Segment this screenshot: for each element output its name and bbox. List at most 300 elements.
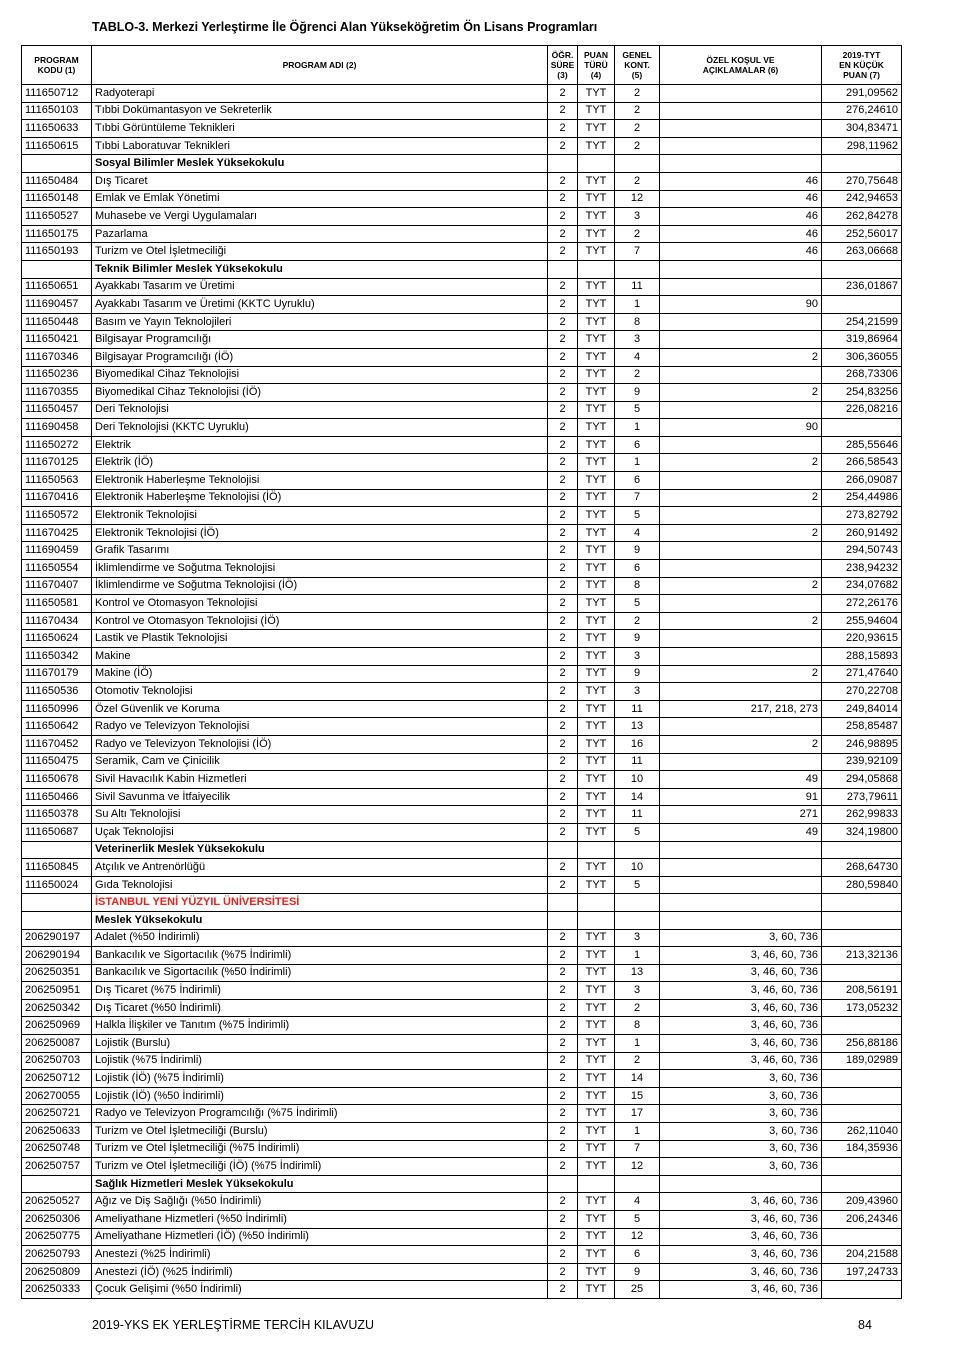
duration-cell: 2 [548,225,578,243]
special-conditions-cell [660,472,822,490]
duration-cell: 2 [548,648,578,666]
score-type-cell: TYT [578,1052,615,1070]
special-conditions-cell: 3, 60, 736 [660,1123,822,1141]
min-score-cell: 268,64730 [822,859,902,877]
score-type-cell: TYT [578,999,615,1017]
table-row [22,401,902,419]
special-conditions-cell [660,595,822,613]
duration-cell: 2 [548,172,578,190]
score-type-cell: TYT [578,595,615,613]
duration-cell: 2 [548,788,578,806]
table-row [22,436,902,454]
score-type-cell: TYT [578,630,615,648]
quota-cell: 4 [615,1193,660,1211]
min-score-cell: 254,21599 [822,313,902,331]
min-score-cell: 291,09562 [822,85,902,103]
special-conditions-cell: 3, 46, 60, 736 [660,1193,822,1211]
program-code-cell: 111670179 [22,665,92,683]
special-conditions-cell: 49 [660,771,822,789]
quota-cell: 2 [615,1052,660,1070]
quota-cell: 8 [615,1017,660,1035]
score-type-cell: TYT [578,401,615,419]
table-row [22,823,902,841]
program-name-cell: Pazarlama [92,225,548,243]
special-conditions-cell: 3, 46, 60, 736 [660,999,822,1017]
table-row [22,542,902,560]
duration-cell: 2 [548,665,578,683]
table-row [22,208,902,226]
program-code-cell: 206250527 [22,1193,92,1211]
quota-cell: 12 [615,1158,660,1176]
min-score-cell: 294,05868 [822,771,902,789]
duration-cell [548,841,578,859]
table-row [22,771,902,789]
min-score-cell: 254,83256 [822,384,902,402]
special-conditions-cell: 3, 46, 60, 736 [660,1228,822,1246]
quota-cell [615,1175,660,1193]
duration-cell: 2 [548,102,578,120]
duration-cell: 2 [548,1052,578,1070]
table-row [22,1193,902,1211]
program-code-cell: 111650624 [22,630,92,648]
program-name-cell: Basım ve Yayın Teknolojileri [92,313,548,331]
min-score-cell [822,964,902,982]
program-name-cell: Su Altı Teknolojisi [92,806,548,824]
program-name-cell: Deri Teknolojisi (KKTC Uyruklu) [92,419,548,437]
program-code-cell: 206290197 [22,929,92,947]
score-type-cell: TYT [578,542,615,560]
program-name-cell: Bankacılık ve Sigortacılık (%75 İndirimli) [92,947,548,965]
table-row [22,648,902,666]
min-score-cell: 304,83471 [822,120,902,138]
duration-cell: 2 [548,771,578,789]
special-conditions-cell: 3, 46, 60, 736 [660,964,822,982]
program-name-cell: Atçılık ve Antrenörlüğü [92,859,548,877]
special-conditions-cell: 3, 60, 736 [660,1158,822,1176]
min-score-cell: 254,44986 [822,489,902,507]
program-name-cell: Radyo ve Televizyon Teknolojisi (İÖ) [92,735,548,753]
score-type-cell: TYT [578,243,615,261]
special-conditions-cell: 3, 46, 60, 736 [660,1017,822,1035]
program-code-cell [22,155,92,173]
quota-cell: 1 [615,1035,660,1053]
program-code-cell [22,1175,92,1193]
program-name-cell: Makine [92,648,548,666]
quota-cell: 12 [615,190,660,208]
program-code-cell: 111650193 [22,243,92,261]
table-row [22,1246,902,1264]
program-name-cell: Bilgisayar Programcılığı (İÖ) [92,348,548,366]
duration-cell: 2 [548,612,578,630]
program-code-cell: 206250951 [22,982,92,1000]
program-name-cell: Lojistik (%75 İndirimli) [92,1052,548,1070]
program-code-cell: 206250969 [22,1017,92,1035]
min-score-cell: 273,79611 [822,788,902,806]
program-name-cell: Sivil Savunma ve İtfaiyecilik [92,788,548,806]
duration-cell: 2 [548,208,578,226]
program-code-cell: 111650572 [22,507,92,525]
quota-cell: 3 [615,648,660,666]
footer-guide-name: 2019-YKS EK YERLEŞTİRME TERCİH KILAVUZU [92,1318,375,1332]
score-type-cell: TYT [578,753,615,771]
min-score-cell [822,1087,902,1105]
min-score-cell: 260,91492 [822,524,902,542]
program-code-cell: 206250809 [22,1263,92,1281]
table-header-row [22,46,902,85]
min-score-cell: 272,26176 [822,595,902,613]
quota-cell: 9 [615,542,660,560]
program-code-cell: 206250306 [22,1211,92,1229]
score-type-cell: TYT [578,489,615,507]
special-conditions-cell: 2 [660,735,822,753]
score-type-cell: TYT [578,1246,615,1264]
quota-cell: 7 [615,243,660,261]
quota-cell: 12 [615,1228,660,1246]
min-score-cell [822,841,902,859]
special-conditions-cell [660,1175,822,1193]
special-conditions-cell: 3, 46, 60, 736 [660,1211,822,1229]
program-name-cell: Adalet (%50 İndirimli) [92,929,548,947]
program-name-cell: Elektronik Haberleşme Teknolojisi (İÖ) [92,489,548,507]
duration-cell: 2 [548,806,578,824]
min-score-cell: 266,58543 [822,454,902,472]
section-heading-row [22,155,902,173]
table-row [22,1035,902,1053]
min-score-cell: 285,55646 [822,436,902,454]
quota-cell: 14 [615,1070,660,1088]
score-type-cell: TYT [578,1281,615,1299]
min-score-cell [822,1158,902,1176]
duration-cell: 2 [548,683,578,701]
program-code-cell: 111650484 [22,172,92,190]
min-score-cell: 262,99833 [822,806,902,824]
program-code-cell: 111650378 [22,806,92,824]
quota-cell: 8 [615,313,660,331]
table-row [22,489,902,507]
score-type-cell: TYT [578,612,615,630]
header-program-code: PROGRAM KODU (1) [22,46,92,85]
program-name-cell: Ağız ve Diş Sağlığı (%50 İndirimli) [92,1193,548,1211]
min-score-cell: 209,43960 [822,1193,902,1211]
table-row [22,683,902,701]
special-conditions-cell: 3, 60, 736 [660,1140,822,1158]
score-type-cell: TYT [578,1087,615,1105]
min-score-cell: 236,01867 [822,278,902,296]
quota-cell: 2 [615,120,660,138]
table-row [22,1052,902,1070]
program-name-cell: Teknik Bilimler Meslek Yüksekokulu [92,260,548,278]
special-conditions-cell [660,313,822,331]
program-code-cell: 111650272 [22,436,92,454]
quota-cell: 16 [615,735,660,753]
special-conditions-cell [660,102,822,120]
program-name-cell: Dış Ticaret [92,172,548,190]
min-score-cell [822,894,902,912]
quota-cell: 6 [615,436,660,454]
score-type-cell: TYT [578,1193,615,1211]
quota-cell: 6 [615,472,660,490]
min-score-cell: 324,19800 [822,823,902,841]
score-type-cell: TYT [578,384,615,402]
program-name-cell: Turizm ve Otel İşletmeciliği (İÖ) (%75 İndirimli) [92,1158,548,1176]
min-score-cell [822,419,902,437]
min-score-cell: 288,15893 [822,648,902,666]
special-conditions-cell: 91 [660,788,822,806]
duration-cell: 2 [548,630,578,648]
duration-cell: 2 [548,243,578,261]
min-score-cell [822,260,902,278]
special-conditions-cell: 217, 218, 273 [660,700,822,718]
min-score-cell: 213,32136 [822,947,902,965]
special-conditions-cell [660,718,822,736]
program-code-cell: 111650563 [22,472,92,490]
quota-cell: 5 [615,595,660,613]
special-conditions-cell [660,436,822,454]
min-score-cell: 249,84014 [822,700,902,718]
program-code-cell: 111690459 [22,542,92,560]
special-conditions-cell: 46 [660,172,822,190]
min-score-cell [822,1105,902,1123]
program-code-cell: 206250712 [22,1070,92,1088]
special-conditions-cell [660,155,822,173]
quota-cell: 11 [615,278,660,296]
score-type-cell: TYT [578,1017,615,1035]
score-type-cell: TYT [578,700,615,718]
quota-cell: 1 [615,454,660,472]
table-row [22,595,902,613]
duration-cell: 2 [548,823,578,841]
table-row [22,454,902,472]
special-conditions-cell [660,137,822,155]
special-conditions-cell [660,120,822,138]
program-code-cell: 111650175 [22,225,92,243]
table-row [22,1158,902,1176]
special-conditions-cell [660,366,822,384]
program-code-cell: 111670407 [22,577,92,595]
min-score-cell [822,1175,902,1193]
program-name-cell: Lojistik (İÖ) (%75 İndirimli) [92,1070,548,1088]
score-type-cell: TYT [578,1123,615,1141]
duration-cell: 2 [548,419,578,437]
quota-cell: 2 [615,225,660,243]
quota-cell: 3 [615,982,660,1000]
program-name-cell: Kontrol ve Otomasyon Teknolojisi (İÖ) [92,612,548,630]
min-score-cell: 189,02989 [822,1052,902,1070]
program-name-cell: Radyoterapi [92,85,548,103]
special-conditions-cell: 2 [660,384,822,402]
program-code-cell: 111650996 [22,700,92,718]
duration-cell [548,894,578,912]
table-row [22,876,902,894]
program-code-cell: 206250342 [22,999,92,1017]
score-type-cell: TYT [578,806,615,824]
table-row [22,947,902,965]
program-code-cell: 111690457 [22,296,92,314]
table-row [22,700,902,718]
program-code-cell: 206250351 [22,964,92,982]
score-type-cell [578,894,615,912]
program-name-cell: Biyomedikal Cihaz Teknolojisi (İÖ) [92,384,548,402]
program-code-cell: 111650536 [22,683,92,701]
special-conditions-cell: 3, 60, 736 [660,929,822,947]
min-score-cell: 239,92109 [822,753,902,771]
program-name-cell: Halkla İlişkiler ve Tanıtım (%75 İndirimli) [92,1017,548,1035]
min-score-cell: 306,36055 [822,348,902,366]
duration-cell [548,911,578,929]
min-score-cell: 262,84278 [822,208,902,226]
score-type-cell: TYT [578,1140,615,1158]
program-code-cell: 206250703 [22,1052,92,1070]
min-score-cell: 246,98895 [822,735,902,753]
min-score-cell [822,929,902,947]
program-code-cell [22,841,92,859]
program-code-cell: 111650678 [22,771,92,789]
duration-cell: 2 [548,560,578,578]
program-code-cell: 111650466 [22,788,92,806]
program-name-cell: Elektrik (İÖ) [92,454,548,472]
duration-cell: 2 [548,1105,578,1123]
program-code-cell: 111650342 [22,648,92,666]
table-row [22,718,902,736]
program-code-cell: 111670125 [22,454,92,472]
duration-cell: 2 [548,542,578,560]
program-code-cell: 111650448 [22,313,92,331]
section-heading-row [22,911,902,929]
min-score-cell: 226,08216 [822,401,902,419]
score-type-cell: TYT [578,1158,615,1176]
score-type-cell: TYT [578,190,615,208]
special-conditions-cell [660,542,822,560]
quota-cell: 9 [615,384,660,402]
quota-cell: 9 [615,630,660,648]
quota-cell: 2 [615,612,660,630]
table-row [22,85,902,103]
min-score-cell: 270,22708 [822,683,902,701]
duration-cell: 2 [548,964,578,982]
special-conditions-cell: 2 [660,489,822,507]
program-code-cell: 111650103 [22,102,92,120]
duration-cell: 2 [548,1246,578,1264]
duration-cell: 2 [548,120,578,138]
min-score-cell: 208,56191 [822,982,902,1000]
program-code-cell: 206250775 [22,1228,92,1246]
header-min-score: 2019-TYT EN KÜÇÜK PUAN (7) [822,46,902,85]
duration-cell: 2 [548,85,578,103]
quota-cell: 2 [615,366,660,384]
duration-cell: 2 [548,137,578,155]
program-name-cell: Bankacılık ve Sigortacılık (%50 İndirimli) [92,964,548,982]
table-row [22,313,902,331]
quota-cell: 4 [615,524,660,542]
table-row [22,1123,902,1141]
special-conditions-cell: 3, 60, 736 [660,1087,822,1105]
special-conditions-cell [660,911,822,929]
score-type-cell: TYT [578,859,615,877]
duration-cell: 2 [548,1281,578,1299]
quota-cell: 4 [615,348,660,366]
table-row [22,190,902,208]
program-name-cell: Veterinerlik Meslek Yüksekokulu [92,841,548,859]
duration-cell: 2 [548,1193,578,1211]
special-conditions-cell [660,683,822,701]
quota-cell: 7 [615,489,660,507]
duration-cell: 2 [548,384,578,402]
duration-cell: 2 [548,1087,578,1105]
table-row [22,243,902,261]
table-row [22,172,902,190]
score-type-cell: TYT [578,507,615,525]
min-score-cell: 197,24733 [822,1263,902,1281]
program-code-cell: 206250633 [22,1123,92,1141]
min-score-cell: 242,94653 [822,190,902,208]
program-code-cell: 111650581 [22,595,92,613]
table-row [22,137,902,155]
program-code-cell: 111650475 [22,753,92,771]
quota-cell: 2 [615,102,660,120]
special-conditions-cell [660,507,822,525]
score-type-cell: TYT [578,1211,615,1229]
duration-cell [548,155,578,173]
program-name-cell: Emlak ve Emlak Yönetimi [92,190,548,208]
special-conditions-cell [660,859,822,877]
table-row [22,630,902,648]
program-name-cell: Kontrol ve Otomasyon Teknolojisi [92,595,548,613]
special-conditions-cell: 90 [660,419,822,437]
score-type-cell [578,1175,615,1193]
program-code-cell: 111650457 [22,401,92,419]
program-code-cell [22,894,92,912]
quota-cell [615,841,660,859]
quota-cell [615,155,660,173]
header-program-name: PROGRAM ADI (2) [92,46,548,85]
table-row [22,472,902,490]
program-code-cell: 111670434 [22,612,92,630]
program-code-cell: 206290194 [22,947,92,965]
score-type-cell: TYT [578,560,615,578]
quota-cell: 5 [615,507,660,525]
duration-cell: 2 [548,454,578,472]
table-row [22,524,902,542]
program-name-cell: Ameliyathane Hizmetleri (İÖ) (%50 İndirimli) [92,1228,548,1246]
duration-cell: 2 [548,278,578,296]
score-type-cell: TYT [578,172,615,190]
program-code-cell: 111650651 [22,278,92,296]
score-type-cell: TYT [578,788,615,806]
min-score-cell: 266,09087 [822,472,902,490]
quota-cell: 15 [615,1087,660,1105]
program-name-cell: Özel Güvenlik ve Koruma [92,700,548,718]
program-name-cell: Makine (İÖ) [92,665,548,683]
min-score-cell [822,1017,902,1035]
header-duration: ÖĞR. SÜRE (3) [548,46,578,85]
score-type-cell: TYT [578,366,615,384]
score-type-cell: TYT [578,472,615,490]
score-type-cell [578,911,615,929]
quota-cell: 1 [615,296,660,314]
quota-cell: 17 [615,1105,660,1123]
table-row [22,331,902,349]
special-conditions-cell: 3, 46, 60, 736 [660,982,822,1000]
table-row [22,384,902,402]
quota-cell: 13 [615,718,660,736]
score-type-cell: TYT [578,577,615,595]
score-type-cell: TYT [578,419,615,437]
table-row [22,1070,902,1088]
duration-cell: 2 [548,1158,578,1176]
duration-cell: 2 [548,718,578,736]
table-row [22,859,902,877]
score-type-cell: TYT [578,683,615,701]
